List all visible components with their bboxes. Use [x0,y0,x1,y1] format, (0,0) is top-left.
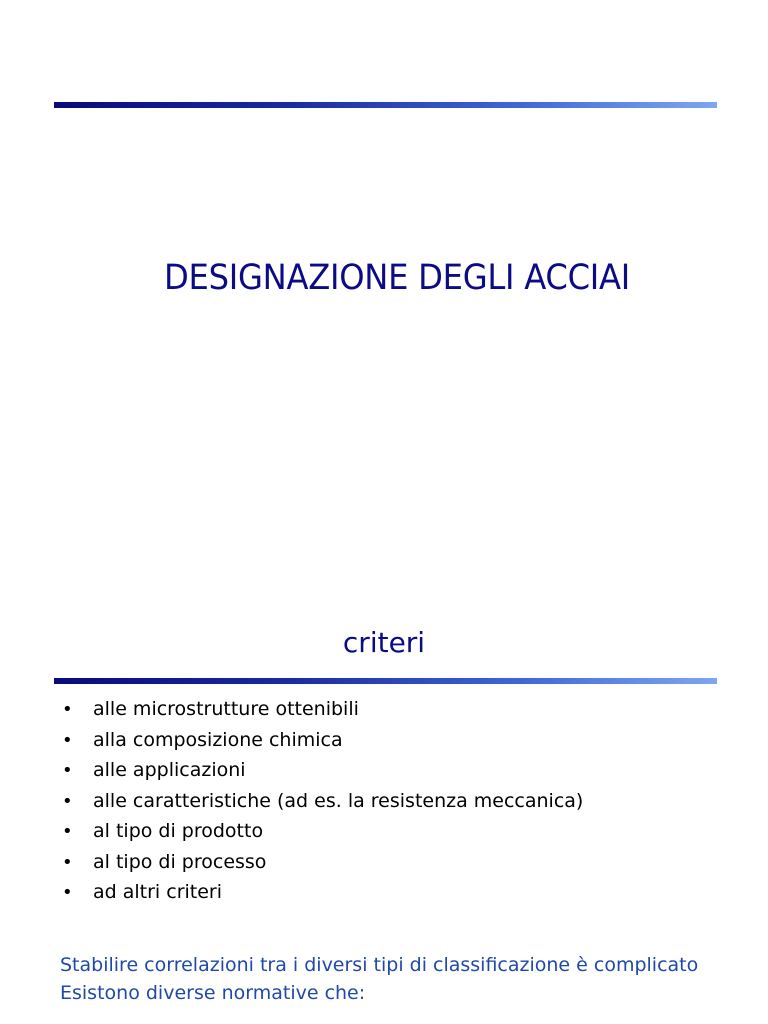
criterion-text: alla composizione chimica [93,728,343,751]
bullet-icon: • [62,851,73,873]
section-divider-rule [54,678,717,684]
criterion-text: alle caratteristiche (ad es. la resistenza meccanica) [93,789,584,812]
list-item [62,786,583,817]
criterion-text: al tipo di prodotto [93,820,264,842]
list-item [62,816,583,847]
criteria-list [62,694,583,908]
list-item [62,877,583,908]
bullet-icon: • [62,882,73,903]
bullet-icon: • [62,790,73,812]
list-item [62,725,583,756]
footer-note [60,951,698,1007]
criterion-text: alle microstrutture ottenibili [93,698,359,720]
bullet-icon: • [62,821,73,842]
section-subtitle: criteri [342,626,426,659]
criterion-text: ad altri criteri [93,881,223,903]
criterion-text: alle applicazioni [93,759,246,781]
bullet-icon: • [62,699,73,720]
top-divider-rule [54,102,717,108]
slide-title: DESIGNAZIONE DEGLI ACCIAI [163,258,631,298]
footer-line-standards: Esistono diverse normative che: [60,982,366,1004]
list-item [62,847,583,878]
footer-line-correlations: Stabilire correlazioni tra i diversi tipi di classificazione è complicato [60,954,699,976]
bullet-icon: • [62,760,73,781]
list-item [62,694,583,725]
criterion-text: al tipo di processo [93,850,267,873]
bullet-icon: • [62,729,73,751]
list-item [62,755,583,786]
